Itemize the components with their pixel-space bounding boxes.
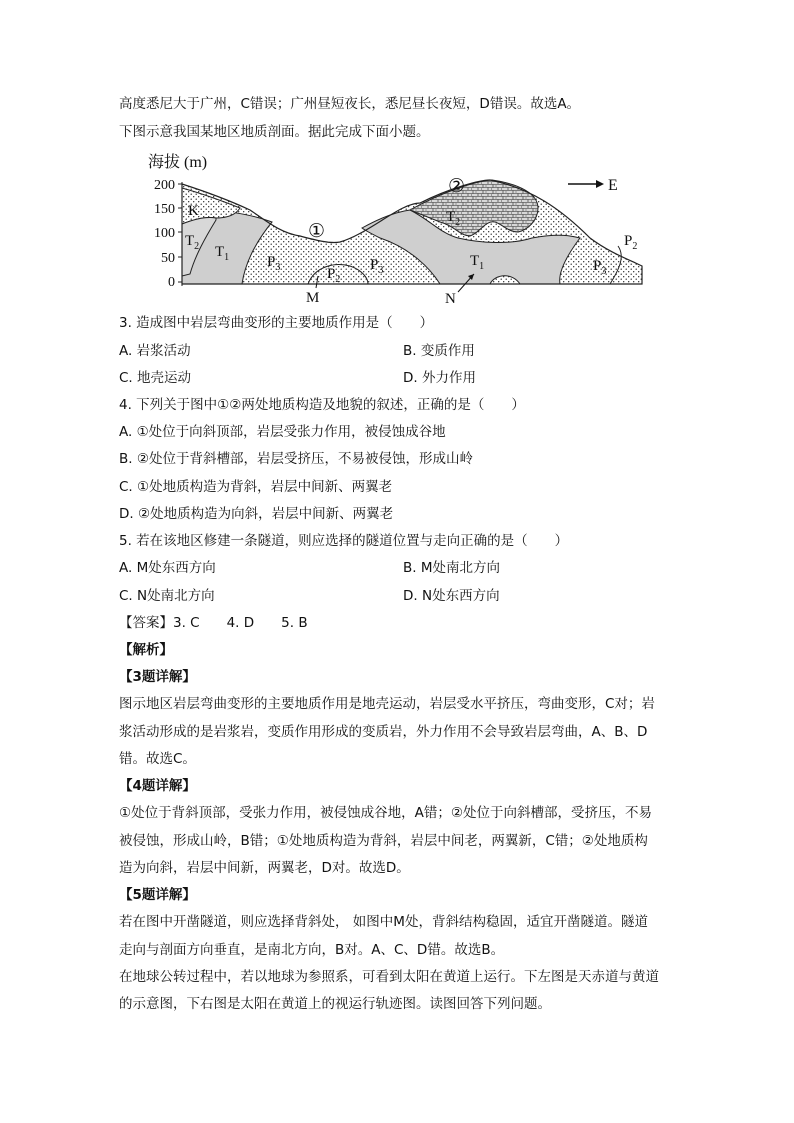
detail-5-heading: 【5题详解】	[119, 887, 196, 903]
detail-4-text: ①处位于背斜顶部，受张力作用，被侵蚀成谷地，A错；②处位于向斜槽部，受挤压，不易	[119, 805, 652, 821]
label-T1-mid: $T_1$	[470, 253, 485, 272]
y-tick-label: 100	[154, 226, 175, 241]
label-P2-core: $P_2$	[327, 266, 341, 285]
point-N-label: N	[445, 291, 456, 307]
label-K: K	[188, 203, 199, 219]
marker-1: ①	[308, 221, 326, 242]
label-P3-mid: $P_3$	[370, 257, 384, 276]
option-3A: A. 岩浆活动	[119, 343, 191, 359]
option-3B: B. 变质作用	[403, 343, 475, 359]
detail-3-text: 图示地区岩层弯曲变形的主要地质作用是地壳运动，岩层受水平挤压，弯曲变形，C对；岩	[119, 696, 655, 712]
detail-4-text: 造为向斜，岩层中间新，两翼老，D对。故选D。	[119, 860, 410, 876]
option-4B: B. ②处位于背斜槽部，岩层受挤压，不易被侵蚀，形成山岭	[119, 451, 473, 467]
geologic-cross-section-figure	[140, 148, 660, 310]
option-3C: C. 地壳运动	[119, 370, 192, 386]
text-line: 下图示意我国某地区地质剖面。据此完成下面小题。	[119, 124, 430, 140]
label-P3-right: $P_3$	[593, 258, 607, 277]
label-P2-right: $P_2$	[624, 233, 638, 252]
detail-4-heading: 【4题详解】	[119, 778, 196, 794]
y-axis-label: 海拔 (m)	[148, 154, 208, 171]
option-5D: D. N处东西方向	[403, 588, 500, 604]
detail-3-text: 错。故选C。	[119, 751, 196, 767]
question-3: 3. 造成图中岩层弯曲变形的主要地质作用是（ ）	[119, 315, 434, 331]
intro-text: 的示意图，下右图是太阳在黄道上的视运行轨迹图。读图回答下列问题。	[119, 996, 551, 1012]
direction-label: E	[608, 177, 618, 194]
answer-line: 【答案】3. C 4. D 5. B	[119, 615, 308, 631]
option-4C: C. ①处地质构造为背斜，岩层中间新、两翼老	[119, 479, 393, 495]
option-4A: A. ①处位于向斜顶部，岩层受张力作用，被侵蚀成谷地	[119, 424, 446, 440]
detail-5-text: 走向与剖面方向垂直，是南北方向，B对。A、C、D错。故选B。	[119, 942, 505, 958]
detail-4-text: 被侵蚀，形成山岭，B错；①处地质构造为背斜，岩层中间老，两翼新，C错；②处地质构	[119, 833, 648, 849]
y-tick-label: 0	[168, 275, 175, 290]
question-5: 5. 若在该地区修建一条隧道，则应选择的隧道位置与走向正确的是（ ）	[119, 533, 569, 549]
direction-arrow-head	[596, 180, 604, 188]
point-M-label: M	[306, 290, 320, 306]
intro-text: 在地球公转过程中，若以地球为参照系，可看到太阳在黄道上运行。下左图是天赤道与黄道	[119, 969, 659, 985]
analysis-heading: 【解析】	[119, 642, 173, 658]
option-3D: D. 外力作用	[403, 370, 476, 386]
option-4D: D. ②处地质构造为向斜，岩层中间新、两翼老	[119, 506, 394, 522]
label-T2-top: $T_2$	[446, 209, 461, 228]
label-T1-left: $T_1$	[215, 244, 230, 263]
question-4: 4. 下列关于图中①②两处地质构造及地貌的叙述，正确的是（ ）	[119, 397, 525, 413]
marker-2: ②	[448, 176, 466, 197]
detail-3-heading: 【3题详解】	[119, 669, 196, 685]
detail-5-text: 若在图中开凿隧道，则应选择背斜处， 如图中M处，背斜结构稳固，适宜开凿隧道。隧道	[119, 914, 648, 930]
label-P3-left: $P_3$	[267, 254, 281, 273]
text-line: 高度悉尼大于广州，C错误；广州昼短夜长，悉尼昼长夜短，D错误。故选A。	[119, 96, 581, 112]
option-5A: A. M处东西方向	[119, 560, 216, 576]
y-tick-label: 200	[154, 178, 175, 193]
option-5C: C. N处南北方向	[119, 588, 215, 604]
label-T2-left: $T_2$	[185, 233, 200, 252]
y-tick-label: 50	[161, 251, 175, 266]
detail-3-text: 浆活动形成的是岩浆岩，变质作用形成的变质岩，外力作用不会导致岩层弯曲，A、B、D	[119, 724, 648, 740]
y-tick-label: 150	[154, 202, 175, 217]
option-5B: B. M处南北方向	[403, 560, 500, 576]
